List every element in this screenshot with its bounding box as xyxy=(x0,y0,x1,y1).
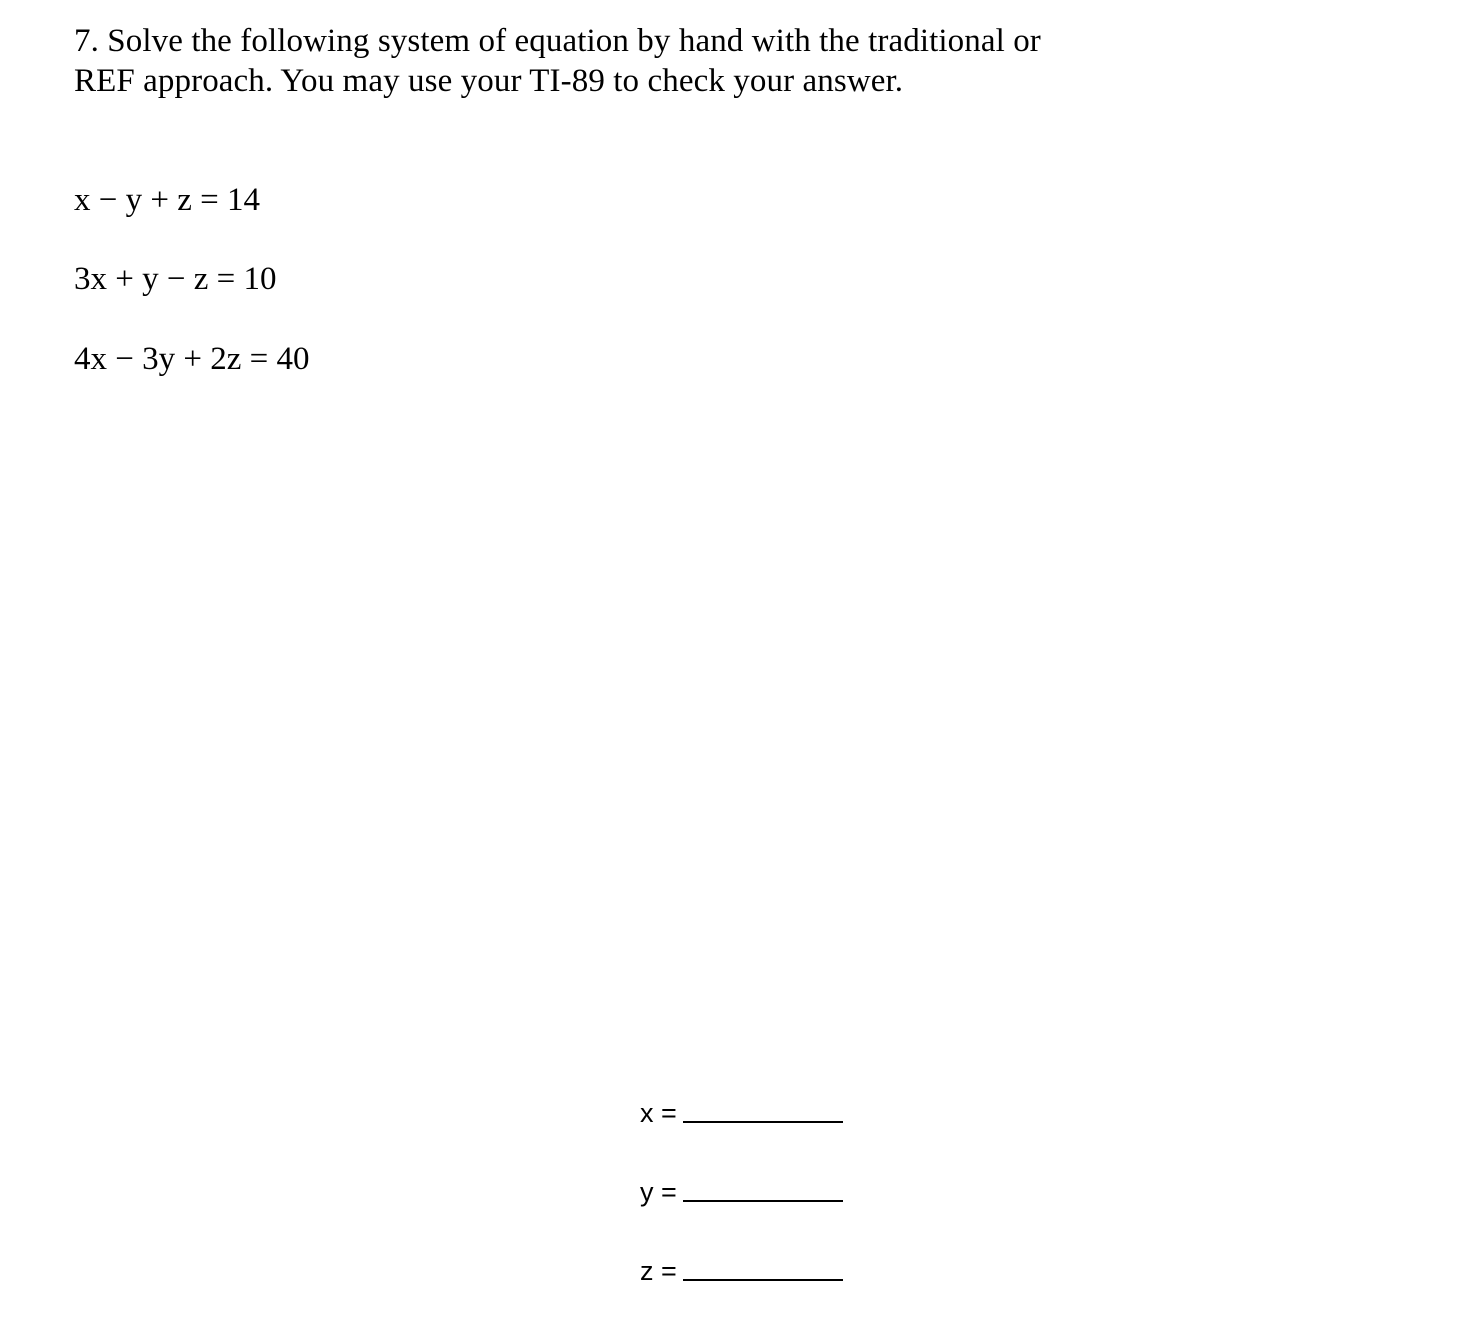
problem-statement: 7. Solve the following system of equation by hand with the traditional or REF approach. You may use your TI-89 to check your answer. xyxy=(74,23,1041,99)
answer-blank-x[interactable] xyxy=(683,1113,843,1123)
answer-row-x xyxy=(640,1093,843,1133)
answer-row-z xyxy=(640,1251,843,1291)
answer-label-x: x = xyxy=(640,1098,677,1128)
answer-blank-y[interactable] xyxy=(683,1192,843,1202)
equation-2: 3x + y − z = 10 xyxy=(74,261,277,297)
answer-row-y xyxy=(640,1172,843,1212)
equation-1: x − y + z = 14 xyxy=(74,182,260,218)
equation-3: 4x − 3y + 2z = 40 xyxy=(74,341,310,377)
answer-label-y: y = xyxy=(640,1177,677,1207)
answer-label-z: z = xyxy=(640,1256,677,1286)
answer-blank-z[interactable] xyxy=(683,1271,843,1281)
